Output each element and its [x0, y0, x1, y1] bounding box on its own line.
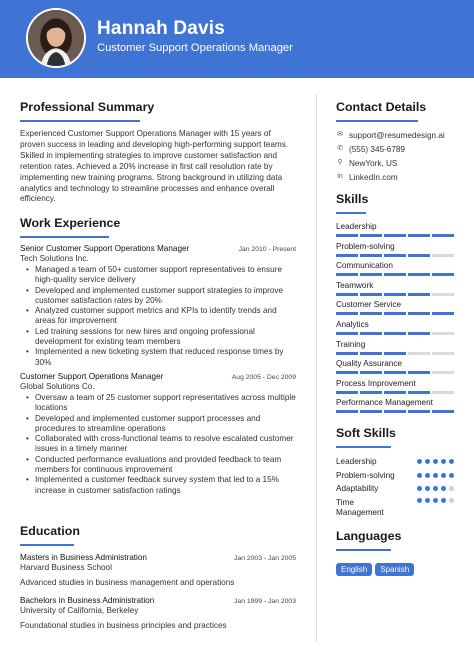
skill-level-segment [432, 391, 454, 394]
skill-name: Teamwork [336, 280, 374, 290]
skill-level-segment [360, 391, 382, 394]
skill-item [336, 221, 454, 237]
skill-name: Communication [336, 261, 393, 271]
main-column [20, 98, 296, 205]
bullet-item: • Managed a team of 50+ customer support representatives to ensure high-quality service delivery [20, 265, 296, 286]
skill-level-segment [336, 234, 358, 237]
job-company: Tech Solutions Inc. [20, 254, 89, 263]
soft-skill-item [336, 482, 454, 496]
language-badge: Spanish [375, 563, 414, 576]
section-underline [20, 120, 140, 122]
skill-level-segment [408, 391, 430, 394]
section-underline [20, 236, 109, 238]
bullet-item: • Developed and implemented customer support strategies to improve customer satisfaction rates by 20% [20, 286, 296, 307]
skill-level-segment [408, 410, 430, 413]
job-role: Customer Support Operations Manager [97, 42, 293, 54]
section-underline [336, 446, 391, 448]
skill-name: Customer Service [336, 300, 402, 310]
contact-text: LinkedIn.com [349, 172, 398, 182]
skill-level-segment [432, 371, 454, 374]
rating-dot [433, 473, 438, 478]
skill-item [336, 358, 454, 374]
skill-name: Leadership [336, 222, 377, 231]
education-date: Jan 1999 - Jan 2003 [234, 598, 296, 605]
contact-text: NewYork, US [349, 158, 398, 168]
rating-dot [417, 498, 422, 503]
language-badge: English [336, 563, 372, 576]
education-entry [20, 553, 296, 587]
skill-level-segment [336, 391, 358, 394]
skill-level-bar [336, 312, 454, 315]
column-divider [316, 94, 317, 642]
rating-dot [433, 486, 438, 491]
rating-dot [417, 473, 422, 478]
skill-level-bar [336, 234, 454, 237]
bullet-item: • Conducted performance evaluations and provided feedback to team members for continuous improvement [20, 455, 296, 476]
skill-item [336, 378, 454, 394]
job-company: Global Solutions Co. [20, 381, 95, 391]
contact-text: support@resumedesign.ai [349, 130, 445, 140]
skill-level-bar [336, 254, 454, 257]
school: University of California, Berkeley [20, 606, 139, 615]
job-date: Jan 2010 - Present [238, 246, 296, 253]
soft-skills-list [336, 455, 454, 520]
bullet-item: • Led training sessions for new hires and ongoing professional development for existing team members [20, 327, 296, 348]
header-banner [0, 0, 474, 78]
rating-dot [417, 459, 422, 464]
skill-level-segment [336, 254, 358, 257]
experience-section [20, 214, 296, 496]
job-bullets [20, 393, 296, 496]
skill-level-bar [336, 293, 454, 296]
education-desc: Foundational studies in business principles and practices [20, 621, 227, 630]
rating-dot [425, 459, 430, 464]
skill-level-segment [336, 293, 358, 296]
skill-item [336, 280, 454, 296]
rating-dot [425, 498, 430, 503]
skill-level-segment [432, 312, 454, 315]
skill-name: Process Improvement [336, 378, 416, 388]
rating-dot [449, 498, 454, 503]
job-entry [20, 244, 296, 368]
skill-level-segment [360, 410, 382, 413]
skill-level-segment [408, 371, 430, 374]
job-bullets [20, 265, 296, 368]
skill-level-segment [360, 352, 382, 355]
languages-list [336, 559, 454, 577]
rating-dot [433, 459, 438, 464]
contact-list [336, 128, 456, 184]
bullet-item: • Analyzed customer support metrics and KPIs to identify trends and areas for improvement [20, 306, 296, 327]
rating-dot [425, 486, 430, 491]
soft-skill-name: Time Management [336, 497, 384, 517]
skill-level-segment [360, 332, 382, 335]
contact-section [336, 98, 456, 184]
skill-level-segment [360, 293, 382, 296]
phone-icon: ✆ [337, 145, 343, 152]
skill-item [336, 397, 454, 413]
soft-skill-name: Adaptability [336, 484, 379, 494]
linkedin-icon: in [337, 173, 343, 180]
job-entry [20, 372, 296, 496]
skill-level-segment [360, 234, 382, 237]
school: Harvard Business School [20, 563, 112, 572]
avatar [26, 8, 86, 68]
skill-level-bar [336, 332, 454, 335]
job-header [20, 372, 296, 381]
section-title: Soft Skills [336, 426, 396, 440]
skill-name: Problem-solving [336, 241, 395, 251]
skill-level-segment [336, 312, 358, 315]
section-title: Work Experience [20, 216, 121, 230]
soft-skill-item [336, 469, 454, 483]
soft-skill-name: Leadership [336, 457, 377, 467]
skill-name: Analytics [336, 319, 369, 329]
rating-dot [441, 498, 446, 503]
skills-list [336, 221, 454, 413]
summary-text: Experienced Customer Support Operations Manager with 15 years of proven success in leading and developing high-performing support teams. Skilled in implementing strategies to improve customer satisfaction and retention rates. Achieved a 20% increase in first call resolution rate by implementing new training programs. Strong background in utilizing data analytics and technology to streamline processes and enhance overall efficiency. [20, 129, 289, 204]
section-title: Contact Details [336, 100, 427, 114]
skill-level-segment [336, 352, 358, 355]
section-underline [336, 549, 391, 551]
contact-item[interactable] [336, 142, 456, 156]
skill-level-segment [384, 254, 406, 257]
soft-skill-item [336, 496, 454, 520]
soft-skill-name: Problem-solving [336, 470, 395, 480]
soft-skill-dots [417, 473, 454, 478]
skill-level-segment [384, 410, 406, 413]
skill-level-segment [384, 371, 406, 374]
skill-level-segment [336, 371, 358, 374]
section-title: Languages [336, 529, 402, 543]
skill-item [336, 339, 454, 355]
skill-level-segment [336, 273, 358, 276]
section-underline [336, 120, 418, 122]
mail-icon: ✉ [337, 131, 343, 138]
skill-level-segment [408, 332, 430, 335]
jobs-list [20, 244, 296, 496]
skill-level-segment [360, 312, 382, 315]
skill-item [336, 260, 454, 276]
skill-level-segment [432, 332, 454, 335]
skill-level-segment [384, 293, 406, 296]
skills-section [336, 190, 454, 413]
education-header [20, 596, 296, 605]
summary-section [20, 98, 296, 205]
section-title: Education [20, 524, 80, 538]
skill-level-segment [360, 273, 382, 276]
education-desc: Advanced studies in business management and operations [20, 578, 235, 587]
soft-skill-item [336, 455, 454, 469]
skill-level-segment [432, 352, 454, 355]
avatar-photo-icon [28, 10, 84, 66]
skill-level-segment [384, 332, 406, 335]
skill-item [336, 319, 454, 335]
skill-level-segment [408, 312, 430, 315]
skill-level-segment [432, 273, 454, 276]
skill-level-bar [336, 273, 454, 276]
degree: Masters in Business Administration [20, 553, 147, 562]
rating-dot [425, 473, 430, 478]
skill-level-segment [432, 254, 454, 257]
bullet-item: • Collaborated with cross-functional teams to resolve escalated customer issues in a timely manner [20, 434, 296, 455]
person-name: Hannah Davis [97, 18, 226, 39]
soft-skill-dots [417, 498, 454, 503]
skill-level-segment [384, 312, 406, 315]
skill-level-segment [336, 410, 358, 413]
education-list [20, 553, 296, 630]
degree: Bachelors in Business Administration [20, 596, 155, 605]
rating-dot [449, 473, 454, 478]
rating-dot [441, 486, 446, 491]
education-date: Jan 2003 - Jan 2005 [234, 555, 296, 562]
section-title: Skills [336, 192, 369, 206]
languages-section [336, 527, 454, 577]
skill-level-segment [336, 332, 358, 335]
skill-level-segment [432, 410, 454, 413]
skill-level-segment [384, 352, 406, 355]
bullet-item: • Implemented a new ticketing system that reduced response times by 30% [20, 347, 296, 368]
contact-text: (555) 345-6789 [349, 144, 405, 154]
skill-level-segment [384, 273, 406, 276]
skill-item [336, 299, 454, 315]
bullet-item: • Oversaw a team of 25 customer support representatives across multiple locations [20, 393, 296, 414]
section-title: Professional Summary [20, 100, 155, 114]
skill-level-segment [432, 293, 454, 296]
section-underline [20, 544, 74, 546]
soft-skill-dots [417, 486, 454, 491]
location-icon: ⚲ [337, 159, 343, 166]
bullet-item: • Implemented a customer feedback survey system that led to a 15% increase in customer satisfaction ratings [20, 475, 296, 496]
skill-name: Performance Management [336, 398, 433, 408]
skill-level-segment [408, 254, 430, 257]
skill-level-bar [336, 352, 454, 355]
skill-level-segment [384, 234, 406, 237]
soft-skill-dots [417, 459, 454, 464]
rating-dot [433, 498, 438, 503]
skill-level-segment [408, 352, 430, 355]
skill-level-segment [408, 273, 430, 276]
rating-dot [441, 459, 446, 464]
skill-level-bar [336, 371, 454, 374]
soft-skills-section [336, 424, 454, 520]
rating-dot [449, 486, 454, 491]
job-title: Customer Support Operations Manager [20, 371, 164, 381]
skill-level-segment [408, 293, 430, 296]
section-underline [336, 212, 366, 214]
job-title: Senior Customer Support Operations Manager [20, 244, 190, 253]
skill-name: Quality Assurance [336, 359, 402, 369]
skill-level-bar [336, 410, 454, 413]
job-date: Aug 2005 - Dec 2009 [231, 373, 296, 381]
education-header [20, 553, 296, 562]
rating-dot [417, 486, 422, 491]
skill-name: Training [336, 339, 366, 349]
contact-item[interactable] [336, 156, 456, 170]
contact-item[interactable] [336, 128, 456, 142]
rating-dot [449, 459, 454, 464]
education-section [20, 522, 296, 630]
side-column [336, 98, 456, 184]
rating-dot [441, 473, 446, 478]
skill-level-segment [360, 254, 382, 257]
job-header [20, 244, 296, 253]
skill-level-bar [336, 391, 454, 394]
education-entry [20, 596, 296, 630]
skill-level-segment [432, 234, 454, 237]
skill-item [336, 241, 454, 257]
skill-level-segment [360, 371, 382, 374]
skill-level-segment [408, 234, 430, 237]
contact-item[interactable] [336, 170, 456, 184]
skill-level-segment [384, 391, 406, 394]
bullet-item: • Developed and implemented customer support processes and procedures to streamline operations [20, 414, 296, 435]
